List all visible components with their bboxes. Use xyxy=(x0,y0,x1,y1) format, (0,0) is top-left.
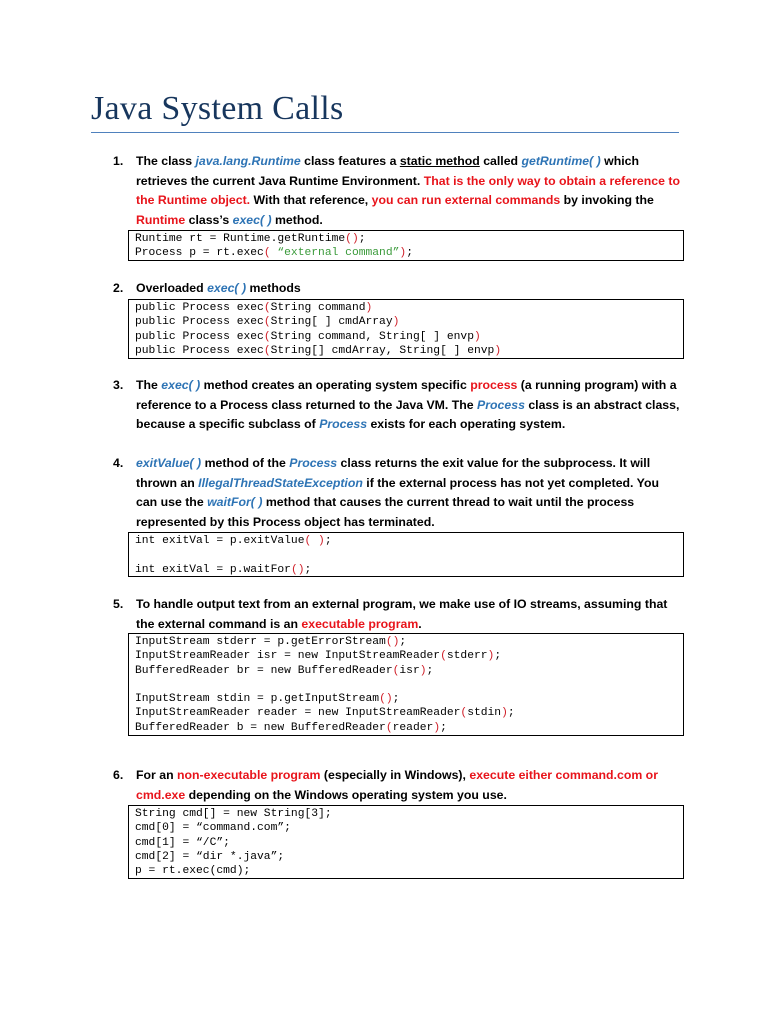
code-token: ) xyxy=(365,302,373,314)
text-run: To handle output text from an external program, we make use of IO streams, assuming that the external command is an xyxy=(136,597,668,631)
text-run: depending on the Windows operating system you use. xyxy=(185,787,507,802)
code-token: ; xyxy=(399,636,407,648)
code-line xyxy=(135,664,677,678)
text-run: Process xyxy=(289,456,338,470)
item-number: 2. xyxy=(113,281,124,295)
code-token: ) xyxy=(494,344,502,357)
code-token: ) xyxy=(487,650,495,663)
code-line xyxy=(135,850,677,864)
code-token: ; xyxy=(392,693,400,706)
code-token: () xyxy=(290,563,305,576)
code-line xyxy=(135,232,677,246)
text-run: which retrieves the current Java Runtime Environment. xyxy=(136,154,639,188)
item-number: 6. xyxy=(113,768,124,782)
code-token: cmd[1] = “/C”; xyxy=(135,836,230,849)
code-token: public Process exec xyxy=(135,330,264,343)
list-item-2 xyxy=(113,279,683,299)
code-token: stdin xyxy=(467,707,502,720)
list-item-6 xyxy=(113,766,683,805)
code-token: ( xyxy=(440,650,447,663)
code-token: () xyxy=(345,233,359,245)
code-block-5 xyxy=(128,805,684,879)
text-run: process xyxy=(470,378,518,392)
code-block-3 xyxy=(128,532,684,577)
code-token: String[ ] cmdArray xyxy=(270,316,393,329)
item-text xyxy=(136,152,683,230)
text-run: by invoking the xyxy=(560,193,654,207)
code-token: InputStream stdin = p.getInputStream xyxy=(135,693,380,706)
code-line xyxy=(135,649,677,663)
code-block-4 xyxy=(128,633,684,736)
text-run: you can run external commands xyxy=(371,193,561,207)
code-line xyxy=(135,246,677,260)
item-text xyxy=(136,595,683,634)
code-token: public Process exec xyxy=(135,316,264,329)
page-title: Java System Calls xyxy=(91,90,344,127)
code-token: stderr xyxy=(446,650,488,663)
text-run: Overloaded xyxy=(136,281,208,295)
code-token: p = rt.exec(cmd); xyxy=(135,865,251,878)
code-line xyxy=(135,678,677,692)
code-token: int exitVal = p.waitFor xyxy=(135,563,291,576)
item-number: 3. xyxy=(113,378,124,392)
code-token: public Process exec xyxy=(135,302,264,314)
code-line xyxy=(135,836,677,850)
code-token: ; xyxy=(324,535,332,547)
code-token: ( xyxy=(263,344,271,357)
text-run: method that causes the current thread to wait until the process represented by this Process object has terminated. xyxy=(136,495,635,529)
code-line xyxy=(135,821,677,835)
text-run: class’s xyxy=(185,212,233,227)
item-text xyxy=(136,454,683,532)
code-token: ( xyxy=(263,316,271,329)
code-token: BufferedReader b = new BufferedReader xyxy=(135,721,386,734)
code-token: public Process exec xyxy=(135,344,264,357)
code-token: ; xyxy=(358,233,366,245)
code-token: () xyxy=(385,636,400,648)
list-item-1 xyxy=(113,152,683,230)
text-run: class features a xyxy=(300,154,400,168)
code-token: ; xyxy=(494,650,502,663)
code-token: InputStreamReader isr = new InputStreamReader xyxy=(135,650,441,663)
code-line xyxy=(135,706,677,720)
code-token: cmd[0] = “command.com”; xyxy=(135,822,291,835)
item-text xyxy=(136,279,683,299)
text-run: class is an abstract class, because a specific subclass of xyxy=(136,397,680,431)
item-number: 4. xyxy=(113,456,124,470)
text-run: (especially in Windows), xyxy=(320,768,470,782)
code-token: ( xyxy=(460,707,468,720)
item-number: 1. xyxy=(113,154,124,168)
code-line xyxy=(135,635,677,649)
code-token: int exitVal = p.exitValue xyxy=(135,535,305,547)
code-line xyxy=(135,807,677,821)
code-token: ( xyxy=(392,664,400,677)
text-run: exists for each operating system. xyxy=(367,417,566,431)
text-run: For an xyxy=(136,768,177,782)
code-line xyxy=(135,692,677,706)
code-token: ) xyxy=(392,316,400,329)
code-token: String[] cmdArray, String[ ] envp xyxy=(270,344,495,357)
text-run: With that reference, xyxy=(250,193,372,207)
text-run: static method xyxy=(399,154,480,168)
code-token: ( xyxy=(263,302,271,314)
list-item-3 xyxy=(113,376,683,435)
text-run: if the external process has not yet completed. You can use the xyxy=(136,475,659,509)
text-run: method. xyxy=(271,212,323,227)
text-run: exec( ) xyxy=(207,281,247,295)
code-token: ( xyxy=(263,247,271,260)
code-token: BufferedReader br = new BufferedReader xyxy=(135,664,393,677)
item-number: 5. xyxy=(113,597,124,611)
code-token: “external command” xyxy=(270,247,400,260)
code-token: ( xyxy=(263,330,271,343)
code-line xyxy=(135,330,677,344)
code-line xyxy=(135,563,677,577)
text-run: . xyxy=(418,616,422,631)
list-item-4 xyxy=(113,454,683,532)
text-run: The xyxy=(136,378,162,392)
text-run: method creates an operating system specific xyxy=(200,378,471,392)
code-token: String cmd[] = new String[3]; xyxy=(135,808,332,820)
code-token: reader xyxy=(392,721,434,734)
text-run: waitFor( ) xyxy=(207,495,263,509)
code-block-1 xyxy=(128,230,684,261)
code-token: cmd[2] = “dir *.java”; xyxy=(135,850,285,863)
code-token: ; xyxy=(304,563,312,576)
code-line xyxy=(135,344,677,358)
text-run: getRuntime( ) xyxy=(521,154,601,168)
title-rule xyxy=(91,132,679,133)
code-token: Process p = rt.exec xyxy=(135,247,264,260)
code-token: ) xyxy=(501,707,508,720)
code-token: ( xyxy=(385,721,393,734)
code-token: ) xyxy=(473,330,481,343)
code-token: isr xyxy=(399,664,420,677)
text-run: (a running program) with a reference to a Process class returned to the Java VM. The xyxy=(136,378,677,412)
text-run: methods xyxy=(246,281,301,295)
code-token: InputStream stderr = p.getErrorStream xyxy=(135,636,386,648)
code-line xyxy=(135,301,677,315)
code-token: String command xyxy=(270,302,366,314)
code-token: ; xyxy=(426,664,434,677)
code-line xyxy=(135,534,677,548)
text-run: That is the only way to obtain a reference to the Runtime object. xyxy=(136,173,680,207)
code-token: ; xyxy=(440,721,447,734)
text-run: non-executable program xyxy=(177,768,321,782)
code-token: String command, String[ ] envp xyxy=(270,330,474,343)
text-run: Process xyxy=(319,417,368,431)
code-line xyxy=(135,721,677,735)
text-run: execute either command.com or cmd.exe xyxy=(136,768,658,802)
code-line xyxy=(135,864,677,878)
code-token: ; xyxy=(406,247,413,260)
text-run: Runtime xyxy=(136,212,186,227)
text-run: called xyxy=(479,154,522,168)
text-run: Process xyxy=(477,397,525,412)
code-token: InputStreamReader reader = new InputStreamReader xyxy=(135,707,461,720)
code-token: ) xyxy=(419,664,427,677)
item-text xyxy=(136,766,683,805)
text-run: executable program xyxy=(301,616,419,631)
code-line xyxy=(135,315,677,329)
text-run: The class xyxy=(136,154,196,168)
text-run: exec( ) xyxy=(232,212,272,227)
code-token: ; xyxy=(507,707,515,720)
list-item-5 xyxy=(113,595,683,634)
code-token: () xyxy=(379,693,393,706)
code-token: Runtime rt = Runtime.getRuntime xyxy=(135,233,346,245)
text-run: method of the xyxy=(201,456,290,470)
code-block-2 xyxy=(128,299,684,359)
item-text xyxy=(136,376,683,435)
text-run: exec( ) xyxy=(161,378,201,392)
text-run: class returns the exit value for the subprocess. It will thrown an xyxy=(136,456,651,490)
code-token: ) xyxy=(399,247,407,260)
code-token: ( ) xyxy=(304,535,325,547)
text-run: java.lang.Runtime xyxy=(195,154,301,168)
text-run: IllegalThreadStateException xyxy=(198,475,363,490)
code-line xyxy=(135,548,677,562)
text-run: exitValue( ) xyxy=(136,456,202,470)
code-token: ) xyxy=(433,721,441,734)
